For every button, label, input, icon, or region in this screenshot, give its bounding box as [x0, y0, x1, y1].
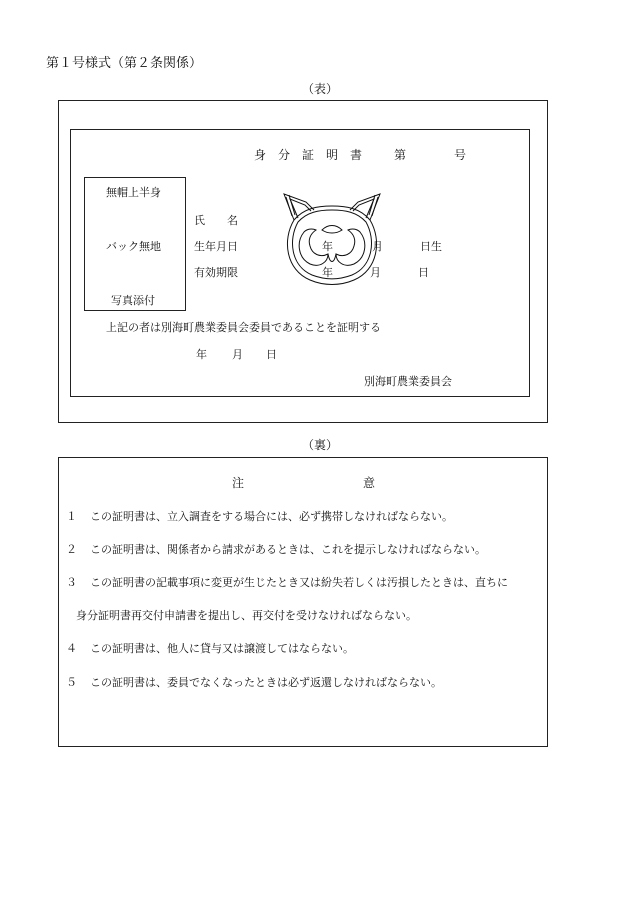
photo-line2: バック無地 [106, 240, 161, 253]
notes-heading-left: 注 [232, 476, 245, 490]
note-text: 身分証明書再交付申請書を提出し、再交付を受けなければならない。 [76, 609, 417, 622]
certification-text: 上記の者は別海町農業委員会委員であることを証明する [106, 321, 381, 334]
birth-year: 年 [322, 240, 333, 253]
issue-date-month: 月 [232, 348, 243, 361]
expiry-month: 月 [370, 266, 381, 279]
issue-date-year: 年 [196, 348, 207, 361]
town-emblem-icon [276, 180, 388, 286]
note-number: ５ [66, 676, 77, 689]
form-title: 第１号様式（第２条関係） [46, 56, 203, 71]
note-number: ４ [66, 642, 77, 655]
note-text: この証明書は、関係者から請求があるときは、これを提示しなければならない。 [90, 543, 486, 556]
expiry-day: 日 [418, 266, 429, 279]
card-number-suffix: 号 [454, 148, 467, 162]
birth-month: 月 [372, 240, 383, 253]
notes-heading-right: 意 [363, 476, 376, 490]
note-number: ３ [66, 576, 77, 589]
note-number: １ [66, 510, 77, 523]
note-text: この証明書の記載事項に変更が生じたとき又は紛失若しくは汚損したときは、直ちに [90, 576, 508, 589]
birth-day: 日生 [420, 240, 442, 253]
back-label: （裏） [302, 438, 339, 452]
note-number: ２ [66, 543, 77, 556]
front-label: （表） [302, 82, 339, 96]
name-label: 氏 名 [194, 214, 238, 227]
note-text: この証明書は、立入調査をする場合には、必ず携帯しなければならない。 [90, 510, 453, 523]
card-title: 身 分 証 明 書 [254, 148, 363, 162]
id-card-back [58, 457, 548, 747]
photo-line1: 無帽上半身 [106, 186, 161, 199]
note-text: この証明書は、他人に貸与又は譲渡してはならない。 [90, 642, 354, 655]
issuer-name: 別海町農業委員会 [364, 375, 452, 388]
issue-date-day: 日 [266, 348, 277, 361]
expiry-label: 有効期限 [194, 266, 238, 279]
birth-label: 生年月日 [194, 240, 238, 253]
note-text: この証明書は、委員でなくなったときは必ず返還しなければならない。 [90, 676, 442, 689]
expiry-year: 年 [322, 266, 333, 279]
photo-line3: 写真添付 [111, 294, 155, 307]
card-number-prefix: 第 [394, 148, 407, 162]
